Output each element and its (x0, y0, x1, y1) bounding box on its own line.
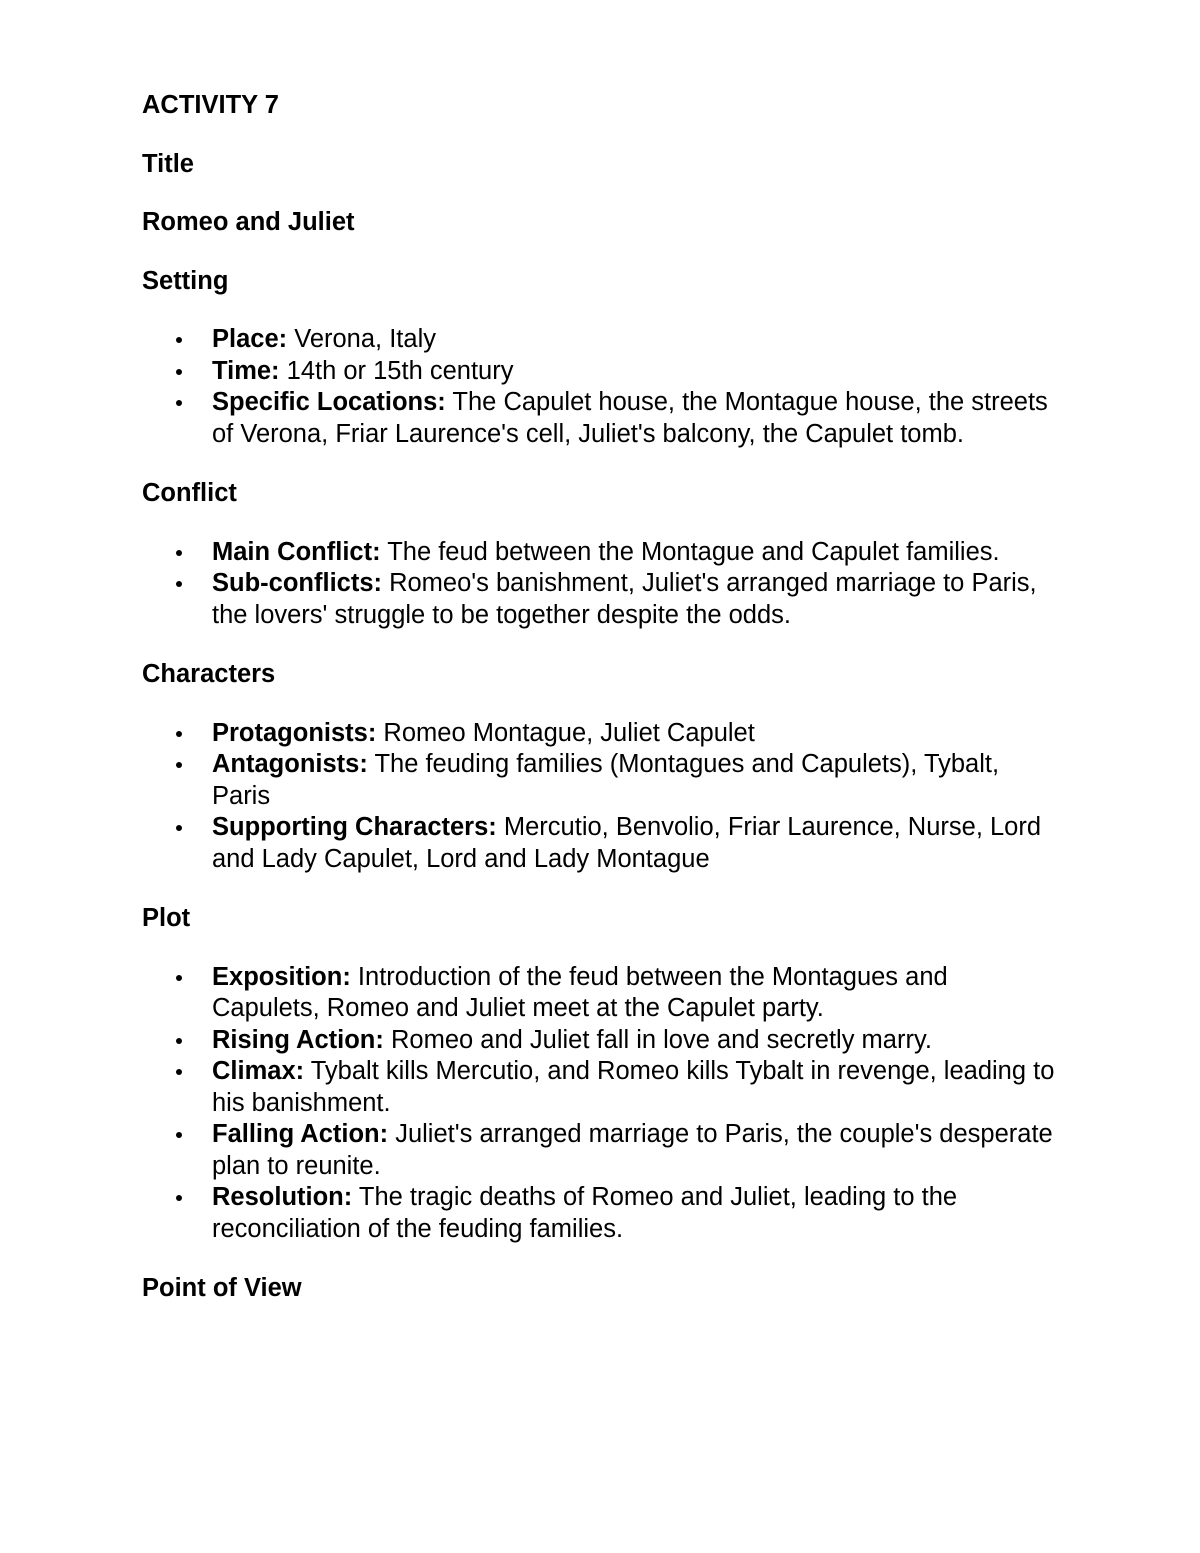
conflict-heading: Conflict (142, 479, 237, 507)
list-item (142, 1182, 1062, 1245)
bullet-icon (176, 550, 182, 556)
list-item (142, 749, 1062, 812)
characters-list (142, 718, 1062, 876)
list-item (142, 324, 1062, 356)
item-text: The feud between the Montague and Capulet families. (380, 537, 1000, 566)
bullet-icon (176, 1195, 182, 1201)
setting-list (142, 324, 1062, 450)
bullet-icon (176, 337, 182, 343)
point-of-view-heading: Point of View (142, 1274, 302, 1302)
setting-heading: Setting (142, 266, 229, 295)
item-label: Protagonists: (212, 718, 377, 747)
item-text: Tybalt kills Mercutio, and Romeo kills Tybalt in revenge, leading to his banishment. (212, 1057, 1055, 1117)
item-text: 14th or 15th century (279, 356, 514, 385)
plot-list (142, 962, 1062, 1246)
list-item (142, 812, 1062, 875)
item-text: Mercutio, Benvolio, Friar Laurence, Nurse, Lord and Lady Capulet, Lord and Lady Montague (212, 813, 1042, 873)
bullet-icon (176, 762, 182, 768)
conflict-list (142, 537, 1062, 632)
list-item (142, 1025, 1062, 1057)
list-item (142, 1119, 1062, 1182)
item-label: Rising Action: (212, 1025, 384, 1054)
item-label: Antagonists: (212, 750, 368, 778)
list-item (142, 537, 1062, 569)
item-text: Introduction of the feud between the Montagues and Capulets, Romeo and Juliet meet at the Capulet party. (212, 962, 948, 1022)
item-text: The tragic deaths of Romeo and Juliet, leading to the reconciliation of the feuding families. (212, 1183, 958, 1243)
plot-heading: Plot (142, 904, 191, 932)
activity-title: ACTIVITY 7 (142, 91, 279, 119)
item-label: Exposition: (212, 962, 351, 991)
bullet-icon (176, 731, 182, 737)
list-item (142, 568, 1062, 631)
bullet-icon (176, 1038, 182, 1044)
item-text: Verona, Italy (287, 325, 436, 353)
list-item (142, 387, 1062, 450)
item-label: Supporting Characters: (212, 813, 497, 841)
characters-heading: Characters (142, 660, 276, 688)
item-label: Place: (212, 325, 288, 353)
item-label: Main Conflict: (212, 537, 381, 566)
item-label: Specific Locations: (212, 388, 446, 416)
item-text: Romeo's banishment, Juliet's arranged marriage to Paris, the lovers' struggle to be together despite the odds. (212, 569, 1037, 629)
item-text: Romeo and Juliet fall in love and secretly marry. (383, 1025, 932, 1054)
title-heading: Title (142, 149, 194, 178)
item-label: Resolution: (212, 1183, 353, 1211)
document-page (142, 90, 1062, 1305)
bullet-icon (176, 1132, 182, 1138)
list-item (142, 1056, 1062, 1119)
bullet-icon (176, 581, 182, 587)
bullet-icon (176, 975, 182, 981)
bullet-icon (176, 1069, 182, 1075)
bullet-icon (176, 369, 182, 375)
item-label: Sub-conflicts: (212, 569, 382, 597)
list-item (142, 718, 1062, 750)
item-text: The Capulet house, the Montague house, the streets of Verona, Friar Laurence's cell, Juliet's balcony, the Capulet tomb. (212, 388, 1048, 448)
bullet-icon (176, 400, 182, 406)
item-label: Climax: (212, 1057, 305, 1085)
title-value: Romeo and Juliet (142, 208, 355, 236)
item-label: Falling Action: (212, 1120, 389, 1148)
list-item (142, 962, 1062, 1025)
bullet-icon (176, 825, 182, 831)
item-text: The feuding families (Montagues and Capulets), Tybalt, Paris (212, 750, 1000, 810)
item-text: Juliet's arranged marriage to Paris, the couple's desperate plan to reunite. (212, 1120, 1053, 1180)
list-item (142, 356, 1062, 388)
item-text: Romeo Montague, Juliet Capulet (376, 718, 755, 747)
item-label: Time: (212, 356, 280, 385)
